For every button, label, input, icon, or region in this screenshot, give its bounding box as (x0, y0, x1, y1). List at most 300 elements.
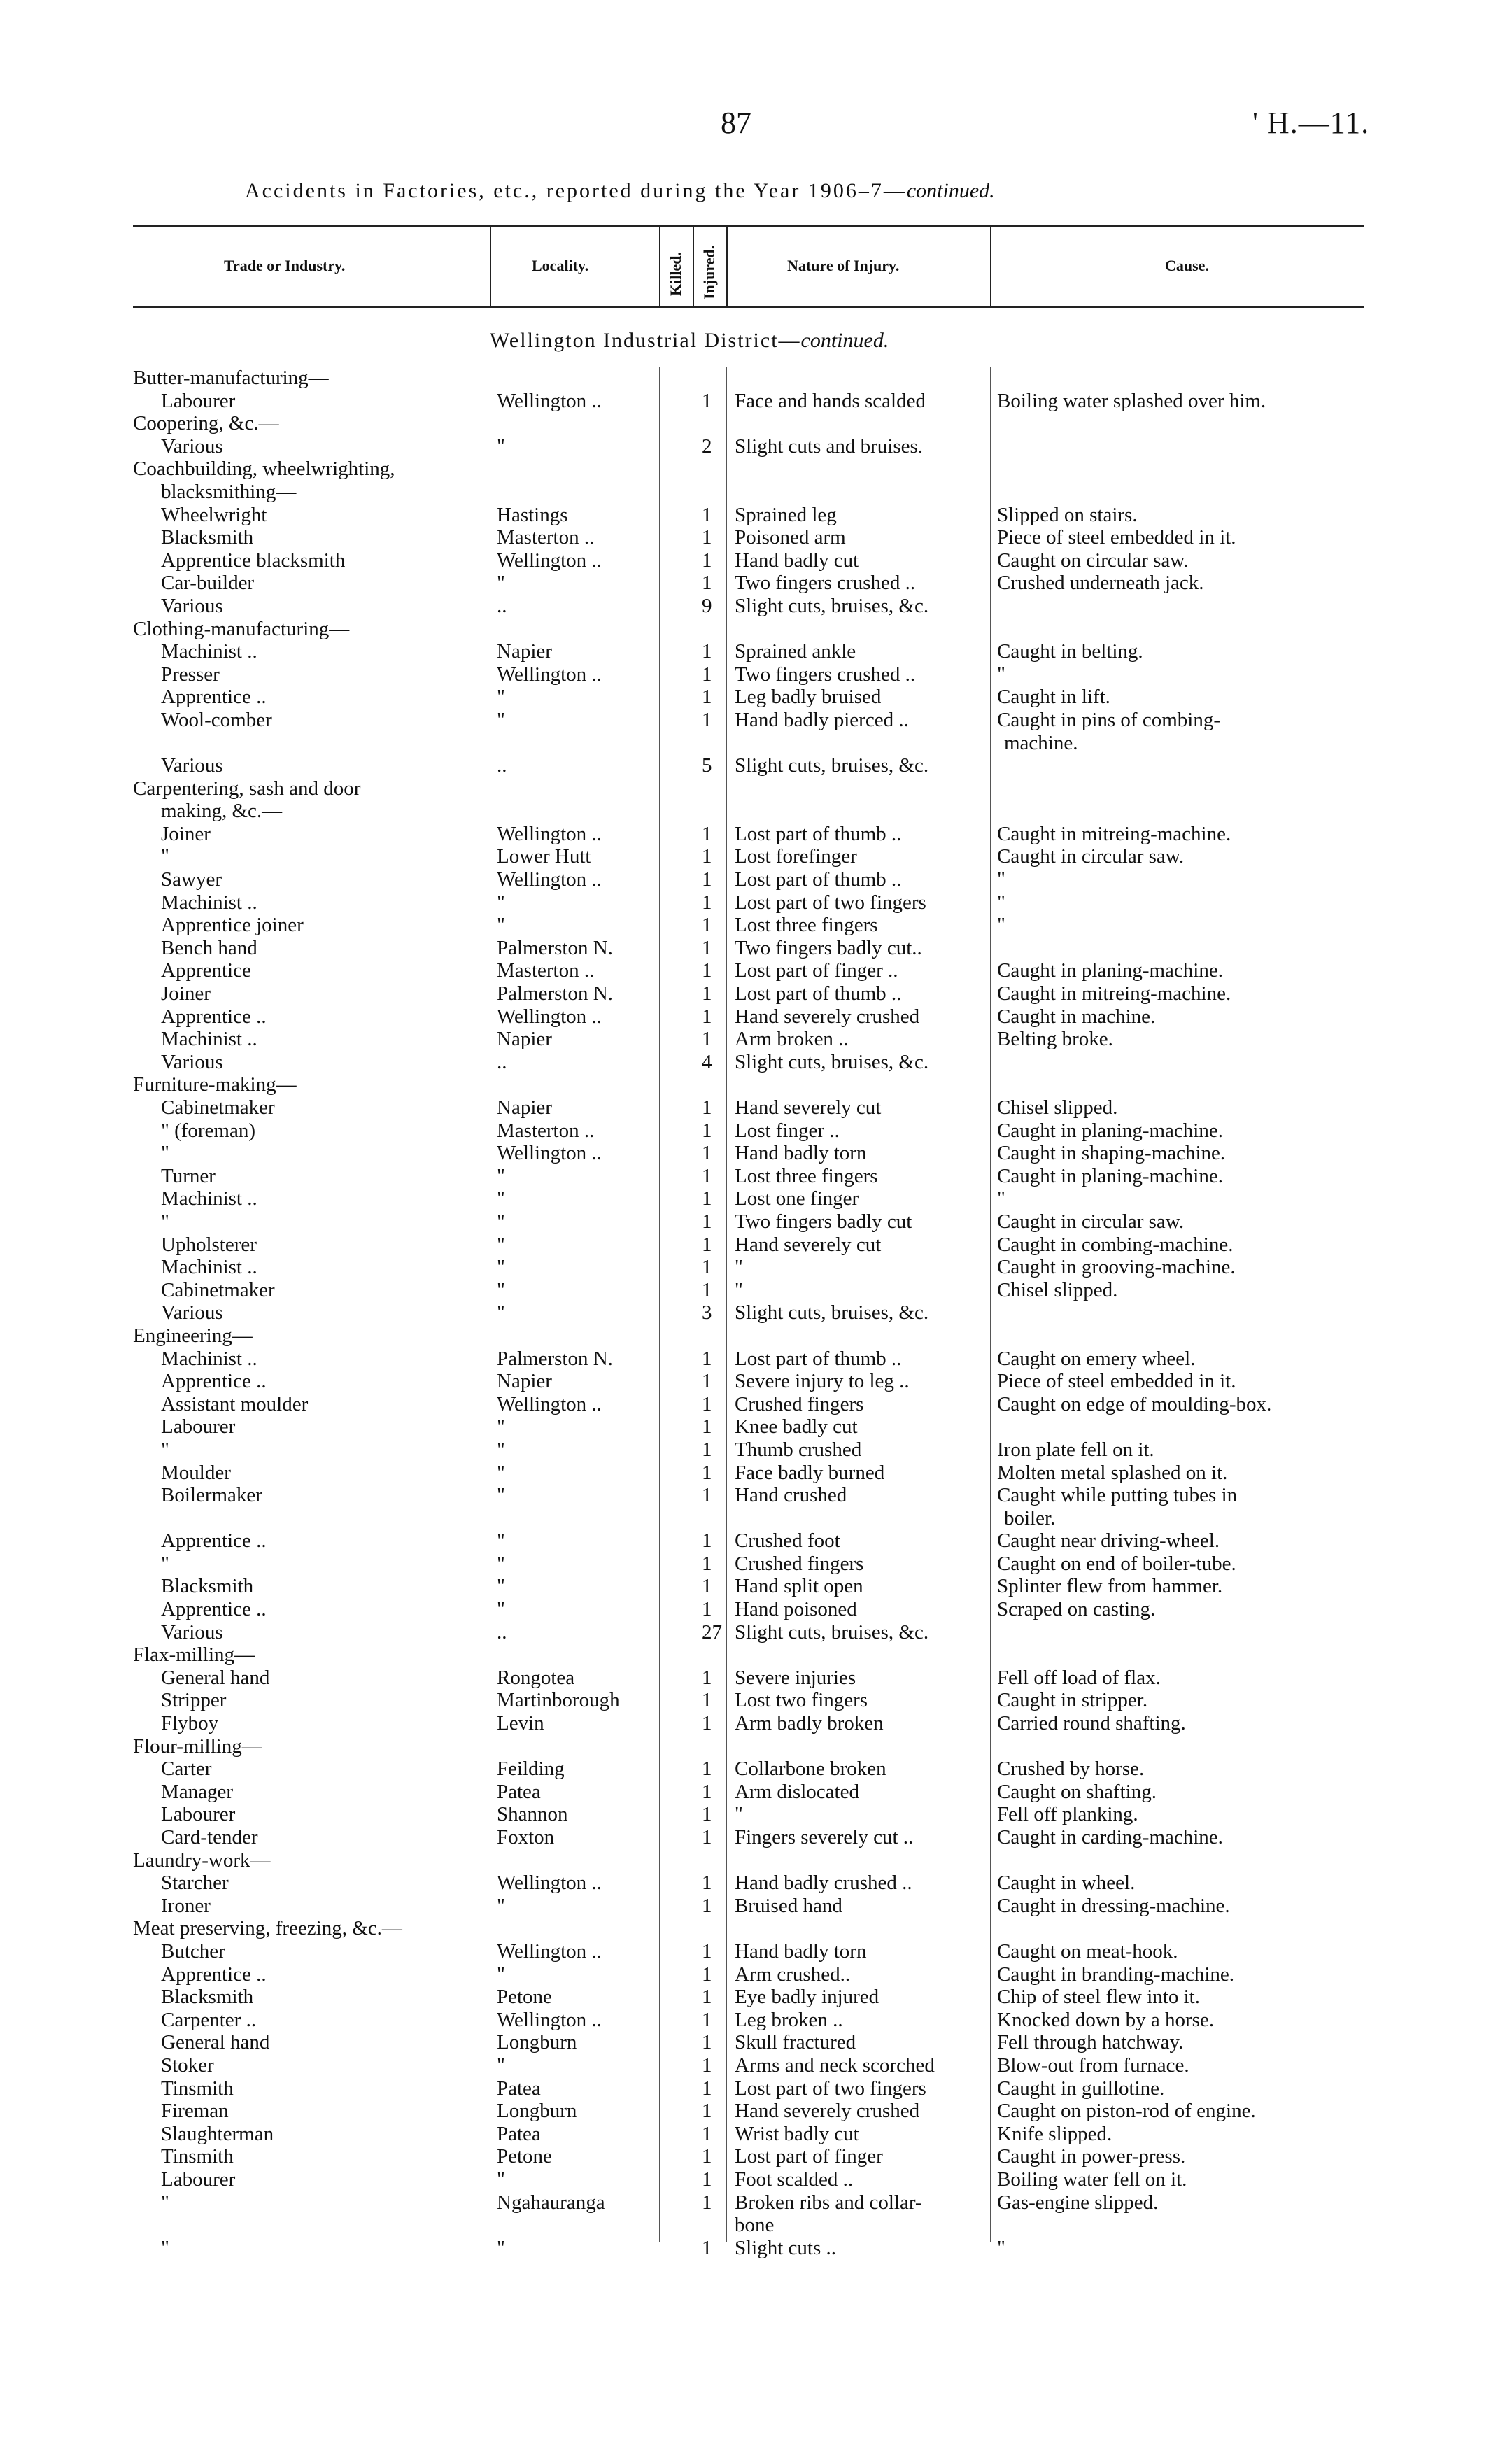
nature-cell: Arm badly broken (735, 1712, 884, 1735)
locality-cell: Masterton .. (497, 1119, 595, 1142)
injured-cell: 1 (702, 1028, 712, 1051)
nature-cell: Severe injury to leg .. (735, 1370, 910, 1393)
nature-cell: Fingers severely cut .. (735, 1826, 914, 1848)
trade-cell: Various (161, 434, 223, 458)
injured-cell: 1 (702, 2168, 712, 2191)
locality-cell: Palmerston N. (497, 1347, 613, 1370)
cause-cell: Carried round shafting. (997, 1712, 1186, 1735)
table-row (133, 1575, 1364, 1598)
cause-cell: Caught in mitreing-machine. (997, 982, 1231, 1005)
cause-cell: Caught in planing-machine. (997, 1164, 1223, 1187)
cause-cell: Caught in power-press. (997, 2145, 1186, 2168)
locality-cell: Feilding (497, 1758, 565, 1781)
trade-cell: Fireman (161, 2100, 229, 2123)
nature-cell: Arms and neck scorched (735, 2053, 935, 2077)
trade-cell: Apprentice .. (161, 1529, 267, 1553)
locality-cell: " (497, 572, 505, 595)
table-row (133, 1986, 1364, 2009)
cause-cell: Chisel slipped. (997, 1278, 1118, 1301)
col-header-cause: Cause. (1165, 257, 1209, 274)
injured-cell: 1 (702, 1278, 712, 1301)
locality-cell: " (497, 434, 505, 458)
locality-cell: Wellington .. (497, 1005, 602, 1028)
trade-cell: Apprentice blacksmith (161, 549, 346, 572)
cause-cell: Caught in shaping-machine. (997, 1142, 1226, 1165)
cause-cell: Caught in dressing-machine. (997, 1894, 1230, 1917)
cause-cell: Caught on piston-rod of engine. (997, 2100, 1256, 2123)
table-row (133, 1826, 1364, 1849)
table-row (133, 2214, 1364, 2237)
locality-cell: Napier (497, 640, 552, 663)
trade-cell: Apprentice .. (161, 686, 267, 709)
trade-cell: Various (161, 1301, 223, 1324)
locality-cell: " (497, 914, 505, 937)
trade-cell: Cabinetmaker (161, 1278, 275, 1301)
nature-cell: Hand severely crushed (735, 1005, 920, 1028)
nature-cell: Knee badly cut (735, 1415, 858, 1438)
table-row (133, 1051, 1364, 1074)
nature-cell: Lost finger .. (735, 1119, 840, 1142)
trade-cell: Flyboy (161, 1712, 219, 1735)
trade-cell: Carpentering, sash and door (133, 777, 361, 800)
locality-cell: Wellington .. (497, 663, 602, 686)
injured-cell: 1 (702, 845, 712, 868)
nature-cell: Two fingers badly cut (735, 1210, 912, 1233)
title-continued: continued. (906, 179, 995, 202)
table-row (133, 1484, 1364, 1507)
table-row (133, 2191, 1364, 2214)
trade-cell: Engineering— (133, 1324, 253, 1347)
nature-cell: Hand split open (735, 1575, 863, 1598)
injured-cell: 1 (702, 1392, 712, 1415)
injured-cell: 1 (702, 2236, 712, 2259)
injured-cell: 1 (702, 1780, 712, 1803)
nature-cell: Arm crushed.. (735, 1963, 851, 1986)
nature-cell: " (735, 1803, 743, 1826)
table-row (133, 800, 1364, 823)
trade-cell: Labourer (161, 389, 236, 412)
nature-cell: Lost part of thumb .. (735, 1347, 902, 1370)
cause-cell: Caught on emery wheel. (997, 1347, 1196, 1370)
table-row (133, 1940, 1364, 1963)
injured-cell: 1 (702, 1826, 712, 1848)
injured-cell: 1 (702, 389, 712, 412)
col-header-nature: Nature of Injury. (787, 257, 900, 274)
trade-cell: General hand (161, 2031, 270, 2054)
cause-cell: Caught in pins of combing- (997, 708, 1220, 731)
nature-cell: Crushed foot (735, 1529, 840, 1553)
table-row (133, 2009, 1364, 2032)
cause-cell: Caught in branding-machine. (997, 1963, 1235, 1986)
cause-cell: Caught on circular saw. (997, 549, 1189, 572)
injured-cell: 1 (702, 1666, 712, 1689)
locality-cell: Wellington .. (497, 1142, 602, 1165)
locality-cell: " (497, 1164, 505, 1187)
locality-cell: Wellington .. (497, 2008, 602, 2031)
locality-cell: .. (497, 594, 507, 617)
table-row (133, 1849, 1364, 1872)
table-row (133, 2100, 1364, 2123)
trade-cell: Furniture-making— (133, 1073, 297, 1096)
locality-cell: Longburn (497, 2100, 577, 2123)
trade-cell: Butter-manufacturing— (133, 367, 329, 389)
trade-cell: " (161, 2236, 169, 2259)
cause-cell: Scraped on casting. (997, 1598, 1156, 1621)
table-row (133, 572, 1364, 595)
trade-cell: Manager (161, 1780, 234, 1803)
trade-cell: Moulder (161, 1461, 231, 1484)
nature-cell: Thumb crushed (735, 1438, 862, 1461)
trade-cell: Machinist .. (161, 1187, 257, 1210)
table-row (133, 1301, 1364, 1324)
trade-cell: Various (161, 594, 223, 617)
table-row (133, 1643, 1364, 1667)
injured-cell: 1 (702, 503, 712, 526)
trade-cell: Tinsmith (161, 2077, 234, 2100)
locality-cell: Hastings (497, 503, 568, 526)
table-row (133, 2031, 1364, 2054)
trade-cell: Machinist .. (161, 891, 257, 914)
trade-cell: Clothing-manufacturing— (133, 617, 350, 640)
trade-cell: Wheelwright (161, 503, 267, 526)
table-row (133, 390, 1364, 413)
accident-table (133, 367, 1364, 2259)
trade-cell: Various (161, 1620, 223, 1643)
trade-cell: Coachbuilding, wheelwrighting, (133, 458, 395, 481)
locality-cell: " (497, 2053, 505, 2077)
injured-cell: 1 (702, 2008, 712, 2031)
injured-cell: 1 (702, 1939, 712, 1963)
trade-cell: Machinist .. (161, 1028, 257, 1051)
table-row (133, 367, 1364, 390)
table-row (133, 526, 1364, 549)
nature-cell: Lost part of thumb .. (735, 868, 902, 891)
injured-cell: 1 (702, 2031, 712, 2054)
locality-cell: " (497, 686, 505, 709)
locality-cell: " (497, 1187, 505, 1210)
locality-cell: Levin (497, 1712, 544, 1735)
locality-cell: Petone (497, 2145, 552, 2168)
table-row (133, 1415, 1364, 1438)
table-row (133, 1553, 1364, 1576)
nature-cell: " (735, 1256, 743, 1279)
injured-cell: 1 (702, 914, 712, 937)
table-row (133, 959, 1364, 982)
locality-cell: " (497, 2168, 505, 2191)
table-row (133, 1142, 1364, 1165)
nature-cell: Slight cuts .. (735, 2236, 837, 2259)
trade-cell: General hand (161, 1666, 270, 1689)
report-reference: ' H.—11. (1252, 106, 1370, 140)
injured-cell: 1 (702, 549, 712, 572)
locality-cell: " (497, 708, 505, 731)
locality-cell: " (497, 1894, 505, 1917)
trade-cell: Joiner (161, 822, 211, 845)
injured-cell: 1 (702, 1529, 712, 1553)
table-row (133, 1872, 1364, 1895)
nature-cell: Lost one finger (735, 1187, 859, 1210)
injured-cell: 1 (702, 822, 712, 845)
injured-cell: 1 (702, 686, 712, 709)
cause-cell: " (997, 914, 1005, 937)
table-row (133, 1028, 1364, 1051)
injured-cell: 1 (702, 1347, 712, 1370)
locality-cell: Petone (497, 1986, 552, 2009)
trade-cell: Turner (161, 1164, 216, 1187)
table-row (133, 754, 1364, 777)
district-continued: continued. (800, 329, 889, 352)
trade-cell: Boilermaker (161, 1484, 262, 1507)
nature-cell: Lost part of finger (735, 2145, 883, 2168)
cause-cell: Caught in lift. (997, 686, 1110, 709)
district-label: Wellington Industrial District— (490, 329, 801, 352)
cause-cell: Knife slipped. (997, 2122, 1112, 2145)
nature-cell: Crushed fingers (735, 1392, 864, 1415)
injured-cell: 1 (702, 663, 712, 686)
cause-cell: Splinter flew from hammer. (997, 1575, 1223, 1598)
table-row (133, 2054, 1364, 2077)
locality-cell: " (497, 1552, 505, 1575)
injured-cell: 1 (702, 526, 712, 549)
locality-cell: Lower Hutt (497, 845, 591, 868)
injured-cell: 1 (702, 1187, 712, 1210)
table-row (133, 868, 1364, 891)
cause-cell: Caught in grooving-machine. (997, 1256, 1236, 1279)
trade-cell: Carter (161, 1758, 212, 1781)
trade-cell: Cabinetmaker (161, 1096, 275, 1119)
table-row (133, 937, 1364, 960)
trade-cell: Machinist .. (161, 1347, 257, 1370)
locality-cell: Napier (497, 1028, 552, 1051)
nature-cell: Slight cuts, bruises, &c. (735, 754, 929, 777)
injured-cell: 1 (702, 1005, 712, 1028)
table-row (133, 435, 1364, 458)
injured-cell: 1 (702, 1689, 712, 1712)
table-row (133, 686, 1364, 709)
trade-cell: Flour-milling— (133, 1734, 262, 1758)
cause-cell: Caught in mitreing-machine. (997, 822, 1231, 845)
locality-cell: Napier (497, 1370, 552, 1393)
table-row (133, 1256, 1364, 1279)
cause-cell: " (997, 868, 1005, 891)
trade-cell: making, &c.— (161, 800, 283, 823)
table-row (133, 1712, 1364, 1735)
nature-cell: Eye badly injured (735, 1986, 879, 2009)
cause-cell: machine. (1004, 731, 1078, 754)
locality-cell: " (497, 1529, 505, 1553)
injured-cell: 1 (702, 1256, 712, 1279)
trade-cell: Bench hand (161, 936, 257, 959)
nature-cell: Lost part of two fingers (735, 891, 926, 914)
table-row (133, 982, 1364, 1005)
table-row (133, 823, 1364, 846)
table-row (133, 2237, 1364, 2260)
injured-cell: 1 (702, 1894, 712, 1917)
nature-cell: " (735, 1278, 743, 1301)
table-row (133, 891, 1364, 914)
nature-cell: Hand badly pierced .. (735, 708, 909, 731)
table-row (133, 1462, 1364, 1485)
injured-cell: 1 (702, 868, 712, 891)
locality-cell: Palmerston N. (497, 982, 613, 1005)
nature-cell: Leg broken .. (735, 2008, 843, 2031)
trade-cell: Apprentice .. (161, 1005, 267, 1028)
locality-cell: Masterton .. (497, 959, 595, 982)
trade-cell: Apprentice (161, 959, 251, 982)
table-header (133, 225, 1364, 308)
locality-cell: " (497, 1598, 505, 1621)
table-row (133, 1005, 1364, 1028)
nature-cell: Lost part of thumb .. (735, 982, 902, 1005)
nature-cell: Bruised hand (735, 1894, 842, 1917)
page-title (245, 179, 995, 203)
nature-cell: Slight cuts and bruises. (735, 434, 924, 458)
cause-cell: Blow-out from furnace. (997, 2053, 1189, 2077)
injured-cell: 9 (702, 594, 712, 617)
injured-cell: 1 (702, 1142, 712, 1165)
nature-cell: Slight cuts, bruises, &c. (735, 1050, 929, 1073)
locality-cell: Patea (497, 2122, 541, 2145)
table-row (133, 1895, 1364, 1918)
trade-cell: Slaughterman (161, 2122, 274, 2145)
table-row (133, 1689, 1364, 1712)
table-row (133, 504, 1364, 527)
cause-cell: " (997, 2236, 1005, 2259)
locality-cell: Wellington .. (497, 1392, 602, 1415)
locality-cell: Masterton .. (497, 526, 595, 549)
cause-cell: " (997, 891, 1005, 914)
trade-cell: Apprentice .. (161, 1963, 267, 1986)
trade-cell: " (161, 845, 169, 868)
table-row (133, 412, 1364, 435)
trade-cell: " (161, 1142, 169, 1165)
injured-cell: 1 (702, 640, 712, 663)
nature-cell: Slight cuts, bruises, &c. (735, 594, 929, 617)
nature-cell: Hand badly crushed .. (735, 1872, 912, 1895)
cause-cell: Caught near driving-wheel. (997, 1529, 1220, 1553)
trade-cell: Machinist .. (161, 1256, 257, 1279)
table-row (133, 914, 1364, 937)
trade-cell: Carpenter .. (161, 2008, 257, 2031)
table-row (133, 1370, 1364, 1393)
nature-cell: Arm broken .. (735, 1028, 849, 1051)
table-row (133, 618, 1364, 641)
table-row (133, 1348, 1364, 1371)
table-row (133, 1803, 1364, 1826)
nature-cell: Hand crushed (735, 1484, 847, 1507)
cause-cell: Gas-engine slipped. (997, 2191, 1159, 2214)
table-row (133, 1507, 1364, 1530)
nature-cell: Severe injuries (735, 1666, 856, 1689)
cause-cell: Boiling water fell on it. (997, 2168, 1187, 2191)
table-row (133, 1324, 1364, 1348)
trade-cell: Blacksmith (161, 526, 254, 549)
locality-cell: Palmerston N. (497, 936, 613, 959)
cause-cell: " (997, 663, 1005, 686)
locality-cell: Longburn (497, 2031, 577, 2054)
trade-cell: Card-tender (161, 1826, 258, 1848)
injured-cell: 1 (702, 936, 712, 959)
trade-cell: " (161, 1210, 169, 1233)
cause-cell: Caught in planing-machine. (997, 1119, 1223, 1142)
cause-cell: Caught on meat-hook. (997, 1939, 1178, 1963)
trade-cell: Joiner (161, 982, 211, 1005)
locality-cell: Martinborough (497, 1689, 620, 1712)
trade-cell: Apprentice .. (161, 1598, 267, 1621)
table-row (133, 1621, 1364, 1644)
locality-cell: " (497, 1484, 505, 1507)
cause-cell: Fell off planking. (997, 1803, 1138, 1826)
cause-cell: Caught in planing-machine. (997, 959, 1223, 982)
injured-cell: 1 (702, 982, 712, 1005)
injured-cell: 1 (702, 1210, 712, 1233)
cause-cell: Crushed by horse. (997, 1758, 1145, 1781)
trade-cell: Sawyer (161, 868, 222, 891)
injured-cell: 1 (702, 1758, 712, 1781)
nature-cell: Lost part of thumb .. (735, 822, 902, 845)
injured-cell: 1 (702, 1415, 712, 1438)
cause-cell: Belting broke. (997, 1028, 1113, 1051)
locality-cell: " (497, 891, 505, 914)
cause-cell: Iron plate fell on it. (997, 1438, 1154, 1461)
locality-cell: " (497, 1301, 505, 1324)
nature-cell: Two fingers crushed .. (735, 663, 916, 686)
table-row (133, 1210, 1364, 1233)
table-row (133, 1963, 1364, 1986)
trade-cell: Laundry-work— (133, 1848, 271, 1872)
locality-cell: Wellington .. (497, 1872, 602, 1895)
col-header-killed: Killed. (667, 252, 684, 296)
injured-cell: 1 (702, 2053, 712, 2077)
cause-cell: Chip of steel flew into it. (997, 1986, 1200, 2009)
locality-cell: " (497, 1963, 505, 1986)
trade-cell: Assistant moulder (161, 1392, 309, 1415)
table-row (133, 640, 1364, 663)
injured-cell: 4 (702, 1050, 712, 1073)
title-main: Accidents in Factories, etc., reported during the Year 1906–7— (245, 179, 907, 202)
trade-cell: Apprentice .. (161, 1370, 267, 1393)
trade-cell: Flax-milling— (133, 1643, 255, 1667)
table-row (133, 1279, 1364, 1302)
cause-cell: Crushed underneath jack. (997, 572, 1204, 595)
cause-cell: Caught in machine. (997, 1005, 1156, 1028)
district-heading (490, 329, 889, 353)
nature-cell: Hand badly cut (735, 549, 859, 572)
locality-cell: Shannon (497, 1803, 568, 1826)
nature-cell: Skull fractured (735, 2031, 856, 2054)
injured-cell: 1 (702, 1484, 712, 1507)
table-row (133, 663, 1364, 686)
nature-cell: Slight cuts, bruises, &c. (735, 1301, 929, 1324)
table-row (133, 1187, 1364, 1210)
locality-cell: Ngahauranga (497, 2191, 605, 2214)
injured-cell: 1 (702, 1164, 712, 1187)
cause-cell: Caught while putting tubes in (997, 1484, 1238, 1507)
cause-cell: Caught in carding-machine. (997, 1826, 1223, 1848)
nature-cell: Broken ribs and collar- (735, 2191, 922, 2214)
cause-cell: Fell off load of flax. (997, 1666, 1161, 1689)
locality-cell: " (497, 2236, 505, 2259)
nature-cell: Lost forefinger (735, 845, 857, 868)
col-header-injured: Injured. (700, 245, 718, 299)
table-row (133, 777, 1364, 800)
table-row (133, 1438, 1364, 1462)
nature-cell: Hand severely crushed (735, 2100, 920, 2123)
locality-cell: " (497, 1575, 505, 1598)
table-row (133, 2145, 1364, 2168)
locality-cell: Patea (497, 2077, 541, 2100)
cause-cell: Caught on end of boiler-tube. (997, 1552, 1236, 1575)
